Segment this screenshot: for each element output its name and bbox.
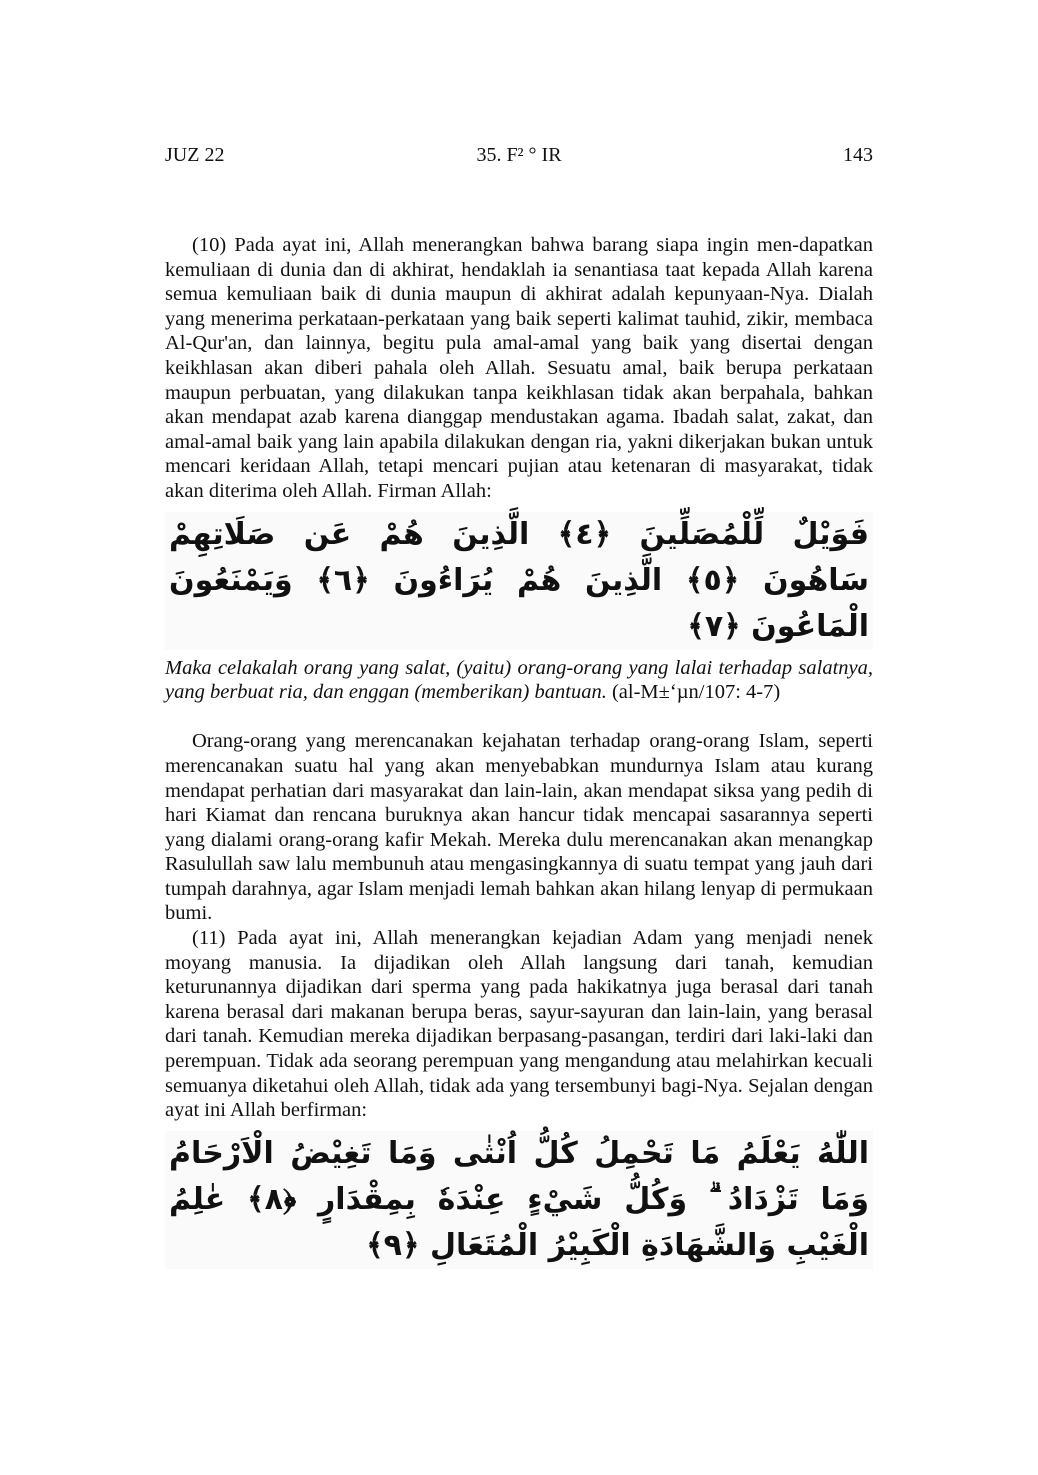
paragraph-verse-10: (10) Pada ayat ini, Allah menerangkan bahwa barang siapa ingin men-dapatkan kemuliaan di dunia dan di akhirat, hendaklah ia senantiasa taat kepada Allah karena semua kemuliaan baik di dunia maupun di akhirat adalah kepunyaan-Nya. Dialah yang menerima perkataan-perkataan yang baik seperti kalimat tauhid, zikir, membaca Al-Qur'an, dan lainnya, begitu pula amal-amal yang baik yang disertai dengan keikhlasan akan diberi pahala oleh Allah. Sesuatu amal, baik berupa perkataan maupun perbuatan, yang dilakukan tanpa keikhlasan tidak akan berpahala, bahkan akan mendapat azab karena dianggap mendustakan agama. Ibadah salat, zakat, dan amal-amal baik yang lain apabila dilakukan dengan ria, yakni dikerjakan bukan untuk mencari keridaan Allah, tetapi mencari pujian atau ketenaran di masyarakat, tidak akan diterima oleh Allah. Firman Allah: (165, 234, 873, 502)
paragraph-explanation: Orang-orang yang merencanakan kejahatan terhadap orang-orang Islam, seperti merencanakan suatu hal yang akan menyebabkan mundurnya Islam atau kurang mendapat perhatian dari masyarakat dan lain-lain, akan mendapat siksa yang pedih di hari Kiamat dan rencana buruknya akan hancur tidak mencapai sasarannya seperti yang dialami orang-orang kafir Mekah. Mereka dulu merencanakan akan menangkap Rasulullah saw lalu membunuh atau mengasingkannya di suatu tempat yang jauh dari tumpah darahnya, agar Islam menjadi lemah bahkan akan hilang lenyap di permukaan bumi. (165, 730, 873, 925)
arabic-verse-107-4-7: فَوَيْلٌ لِّلْمُصَلِّينَ ﴿٤﴾ الَّذِينَ هُمْ عَن صَلَاتِهِمْ سَاهُونَ ﴿٥﴾ الَّذِينَ هُمْ يُرَاءُونَ ﴿٦﴾ وَيَمْنَعُونَ الْمَاعُونَ ﴿٧﴾ (165, 512, 873, 650)
surah-title: 35. F² ° IR (476, 144, 562, 166)
page-header (165, 144, 873, 170)
translation-text: Maka celakalah orang yang salat, (yaitu) orang-orang yang lalai terhadap salatnya, yang berbuat ria, dan enggan (memberikan) bantuan. (165, 656, 873, 704)
verse-translation (165, 656, 873, 705)
paragraph-verse-11: (11) Pada ayat ini, Allah menerangkan kejadian Adam yang menjadi nenek moyang manusia. Ia dijadikan oleh Allah langsung dari tanah, kemudian keturunannya dijadikan dari sperma yang pada hakikatnya juga berasal dari tanah karena berasal dari makanan berupa beras, sayur-sayuran dan lain-lain, yang berasal dari tanah. Kemudian mereka dijadikan berpasang-pasangan, terdiri dari laki-laki dan perempuan. Tidak ada seorang perempuan yang mengandung atau melahirkan kecuali semuanya diketahui oleh Allah, tidak ada yang tersembunyi bagi-Nya. Sejalan dengan ayat ini Allah berfirman: (165, 927, 873, 1122)
page-number: 143 (843, 144, 873, 166)
page-body (165, 233, 873, 1275)
verse-citation: (al-M±‘µn/107: 4-7) (611, 681, 781, 704)
arabic-verse-13-8-9: اللّٰهُ يَعْلَمُ مَا تَحْمِلُ كُلُّ اُنْثٰى وَمَا تَغِيْضُ الْاَرْحَامُ وَمَا تَزْدَادُ ۗ وَكُلُّ شَيْءٍ عِنْدَهٗ بِمِقْدَارٍ ﴿٨﴾ عٰلِمُ الْغَيْبِ وَالشَّهَادَةِ الْكَبِيْرُ الْمُتَعَالِ ﴿٩﴾ (165, 1131, 873, 1269)
juz-label: JUZ 22 (165, 144, 225, 166)
